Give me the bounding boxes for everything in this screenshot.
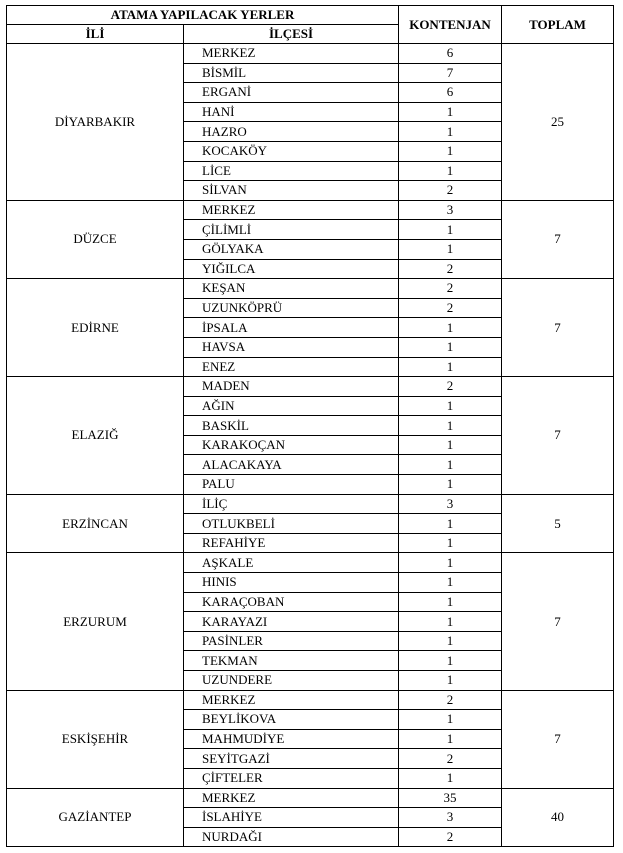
district-cell: TEKMAN — [184, 651, 399, 671]
quota-cell: 2 — [399, 181, 502, 201]
district-cell: OTLUKBELİ — [184, 514, 399, 534]
district-cell: BASKİL — [184, 416, 399, 436]
quota-cell: 3 — [399, 200, 502, 220]
quota-cell: 6 — [399, 83, 502, 103]
district-cell: MADEN — [184, 377, 399, 397]
quota-cell: 3 — [399, 808, 502, 828]
quota-cell: 1 — [399, 455, 502, 475]
quota-cell: 1 — [399, 514, 502, 534]
district-cell: ALACAKAYA — [184, 455, 399, 475]
district-cell: NURDAĞI — [184, 827, 399, 847]
district-cell: HINIS — [184, 573, 399, 593]
province-cell: DÜZCE — [7, 200, 184, 278]
district-cell: REFAHİYE — [184, 533, 399, 553]
quota-cell: 1 — [399, 533, 502, 553]
quota-cell: 1 — [399, 357, 502, 377]
province-cell: ELAZIĞ — [7, 377, 184, 495]
province-cell: ERZİNCAN — [7, 494, 184, 553]
district-cell: KARAÇOBAN — [184, 592, 399, 612]
quota-cell: 1 — [399, 396, 502, 416]
total-cell: 7 — [502, 200, 614, 278]
assignment-table — [6, 5, 614, 847]
quota-cell: 1 — [399, 592, 502, 612]
total-cell: 25 — [502, 44, 614, 201]
header-province: İLİ — [7, 25, 184, 44]
quota-cell: 1 — [399, 318, 502, 338]
quota-cell: 1 — [399, 631, 502, 651]
quota-cell: 1 — [399, 161, 502, 181]
district-cell: AĞIN — [184, 396, 399, 416]
district-cell: MERKEZ — [184, 690, 399, 710]
table-row — [7, 494, 614, 514]
district-cell: ERGANİ — [184, 83, 399, 103]
province-cell: ERZURUM — [7, 553, 184, 690]
quota-cell: 1 — [399, 573, 502, 593]
district-cell: UZUNKÖPRÜ — [184, 298, 399, 318]
quota-cell: 2 — [399, 749, 502, 769]
quota-cell: 1 — [399, 768, 502, 788]
table-body — [7, 44, 614, 847]
header-quota: KONTENJAN — [399, 6, 502, 44]
district-cell: LİCE — [184, 161, 399, 181]
quota-cell: 2 — [399, 377, 502, 397]
quota-cell: 1 — [399, 102, 502, 122]
district-cell: BİSMİL — [184, 63, 399, 83]
district-cell: HANİ — [184, 102, 399, 122]
table-row — [7, 788, 614, 808]
header-total: TOPLAM — [502, 6, 614, 44]
quota-cell: 7 — [399, 63, 502, 83]
total-cell: 7 — [502, 553, 614, 690]
district-cell: KEŞAN — [184, 279, 399, 299]
table-row — [7, 44, 614, 64]
quota-cell: 1 — [399, 435, 502, 455]
district-cell: ÇİFTELER — [184, 768, 399, 788]
quota-cell: 1 — [399, 141, 502, 161]
quota-cell: 1 — [399, 729, 502, 749]
total-cell: 7 — [502, 377, 614, 495]
quota-cell: 1 — [399, 475, 502, 495]
total-cell: 5 — [502, 494, 614, 553]
district-cell: PASİNLER — [184, 631, 399, 651]
province-cell: DİYARBAKIR — [7, 44, 184, 201]
quota-cell: 2 — [399, 827, 502, 847]
quota-cell: 2 — [399, 259, 502, 279]
district-cell: HAVSA — [184, 337, 399, 357]
table-row — [7, 690, 614, 710]
district-cell: MERKEZ — [184, 44, 399, 64]
table-row — [7, 200, 614, 220]
district-cell: SİLVAN — [184, 181, 399, 201]
district-cell: SEYİTGAZİ — [184, 749, 399, 769]
total-cell: 7 — [502, 279, 614, 377]
province-cell: EDİRNE — [7, 279, 184, 377]
district-cell: ENEZ — [184, 357, 399, 377]
quota-cell: 1 — [399, 710, 502, 730]
quota-cell: 1 — [399, 671, 502, 691]
table-row — [7, 553, 614, 573]
district-cell: İSLAHİYE — [184, 808, 399, 828]
district-cell: PALU — [184, 475, 399, 495]
quota-cell: 6 — [399, 44, 502, 64]
quota-cell: 1 — [399, 651, 502, 671]
total-cell: 7 — [502, 690, 614, 788]
quota-cell: 3 — [399, 494, 502, 514]
quota-cell: 2 — [399, 279, 502, 299]
province-cell: GAZİANTEP — [7, 788, 184, 847]
district-cell: MAHMUDİYE — [184, 729, 399, 749]
district-cell: MERKEZ — [184, 200, 399, 220]
header-group: ATAMA YAPILACAK YERLER — [7, 6, 399, 25]
district-cell: HAZRO — [184, 122, 399, 142]
quota-cell: 2 — [399, 690, 502, 710]
province-cell: ESKİŞEHİR — [7, 690, 184, 788]
district-cell: ÇİLİMLİ — [184, 220, 399, 240]
quota-cell: 1 — [399, 416, 502, 436]
district-cell: İLİÇ — [184, 494, 399, 514]
district-cell: KOCAKÖY — [184, 141, 399, 161]
district-cell: AŞKALE — [184, 553, 399, 573]
district-cell: YIĞILCA — [184, 259, 399, 279]
quota-cell: 1 — [399, 122, 502, 142]
district-cell: GÖLYAKA — [184, 239, 399, 259]
quota-cell: 1 — [399, 612, 502, 632]
table-row — [7, 279, 614, 299]
quota-cell: 1 — [399, 220, 502, 240]
quota-cell: 1 — [399, 337, 502, 357]
district-cell: BEYLİKOVA — [184, 710, 399, 730]
district-cell: MERKEZ — [184, 788, 399, 808]
table-row — [7, 377, 614, 397]
district-cell: İPSALA — [184, 318, 399, 338]
quota-cell: 1 — [399, 239, 502, 259]
district-cell: KARAKOÇAN — [184, 435, 399, 455]
district-cell: KARAYAZI — [184, 612, 399, 632]
district-cell: UZUNDERE — [184, 671, 399, 691]
header-district: İLÇESİ — [184, 25, 399, 44]
quota-cell: 35 — [399, 788, 502, 808]
quota-cell: 2 — [399, 298, 502, 318]
total-cell: 40 — [502, 788, 614, 847]
quota-cell: 1 — [399, 553, 502, 573]
